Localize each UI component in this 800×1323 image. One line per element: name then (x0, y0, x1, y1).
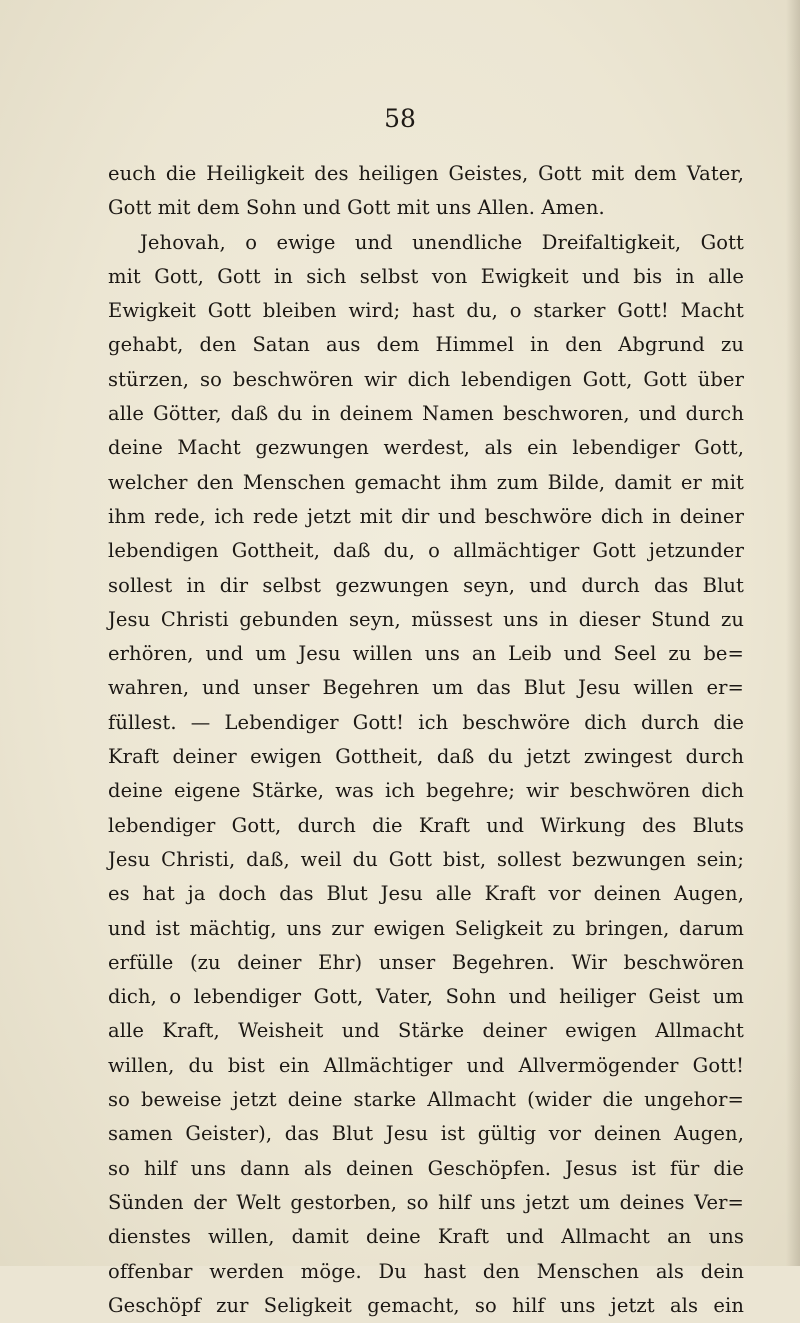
text-line: willen, du bist ein Allmächtiger und Allvermögender Gott! (108, 1053, 744, 1077)
text-line: so hilf uns dann als deinen Geschöpfen. Jesus ist für die (108, 1156, 744, 1180)
text-line: alle Götter, daß du in deinem Namen beschworen, und durch (108, 402, 744, 426)
text-line: wahren, und unser Begehren um das Blut Jesu willen er= (108, 676, 744, 700)
text-line: Jesu Christi, daß, weil du Gott bist, sollest bezwungen sein; (108, 847, 744, 871)
text-line: ihm rede, ich rede jetzt mit dir und beschwöre dich in deiner (108, 504, 744, 528)
body-text (108, 157, 744, 1323)
text-line: lebendigen Gottheit, daß du, o allmächtiger Gott jetzunder (108, 539, 744, 563)
text-line: lebendiger Gott, durch die Kraft und Wirkung des Bluts (108, 813, 744, 837)
text-line: mit Gott, Gott in sich selbst von Ewigkeit und bis in alle (108, 264, 744, 288)
text-line: alle Kraft, Weisheit und Stärke deiner ewigen Allmacht (108, 1019, 744, 1043)
text-line: erfülle (zu deiner Ehr) unser Begehren. Wir beschwören (108, 950, 744, 974)
text-line: Geschöpf zur Seligkeit gemacht, so hilf uns jetzt als ein (108, 1293, 744, 1317)
page-edge-shadow (786, 0, 800, 1266)
text-line: Sünden der Welt gestorben, so hilf uns jetzt um deines Ver= (108, 1190, 744, 1214)
text-line: deine Macht gezwungen werdest, als ein lebendiger Gott, (108, 436, 744, 460)
text-line: es hat ja doch das Blut Jesu alle Kraft vor deinen Augen, (108, 882, 744, 906)
text-line: und ist mächtig, uns zur ewigen Seligkeit zu bringen, darum (108, 916, 744, 940)
text-line: sollest in dir selbst gezwungen seyn, und durch das Blut (108, 573, 744, 597)
text-line: so beweise jetzt deine starke Allmacht (wider die ungehor= (108, 1088, 744, 1112)
text-line: Jesu Christi gebunden seyn, müssest uns in dieser Stund zu (108, 607, 744, 631)
text-line: deine eigene Stärke, was ich begehre; wir beschwören dich (108, 779, 744, 803)
text-line: euch die Heiligkeit des heiligen Geistes, Gott mit dem Vater, (108, 162, 744, 185)
text-line: erhören, und um Jesu willen uns an Leib und Seel zu be= (108, 642, 744, 666)
text-line: welcher den Menschen gemacht ihm zum Bilde, damit er mit (108, 470, 744, 494)
text-line: füllest. — Lebendiger Gott! ich beschwöre dich durch die (108, 710, 744, 734)
page-number: 58 (384, 104, 416, 133)
text-line: dienstes willen, damit deine Kraft und Allmacht an uns (108, 1225, 744, 1249)
text-line: dich, o lebendiger Gott, Vater, Sohn und heiliger Geist um (108, 985, 744, 1009)
text-line: samen Geister), das Blut Jesu ist gültig vor deinen Augen, (108, 1122, 744, 1146)
text-line: Kraft deiner ewigen Gottheit, daß du jetzt zwingest durch (108, 745, 744, 769)
text-line: offenbar werden möge. Du hast den Menschen als dein (108, 1259, 744, 1283)
text-line: Ewigkeit Gott bleiben wird; hast du, o starker Gott! Macht (108, 299, 744, 323)
text-line: Jehovah, o ewige und unendliche Dreifaltigkeit, Gott (140, 230, 744, 254)
text-line: gehabt, den Satan aus dem Himmel in den Abgrund zu (108, 333, 744, 357)
text-line: Gott mit dem Sohn und Gott mit uns Allen. Amen. (108, 196, 605, 220)
text-line: stürzen, so beschwören wir dich lebendigen Gott, Gott über (108, 367, 744, 391)
